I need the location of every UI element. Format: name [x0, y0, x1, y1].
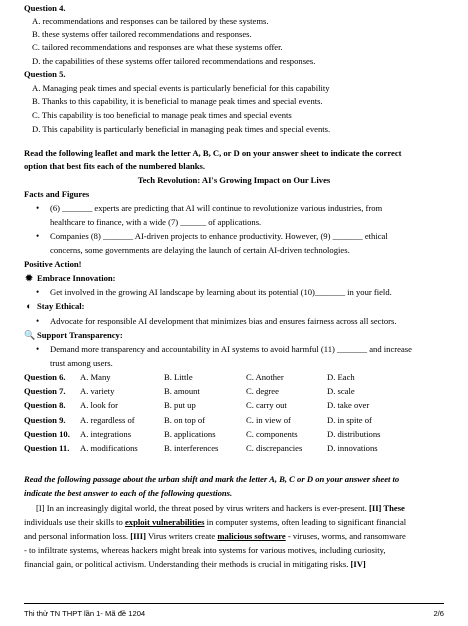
positive-action-heading: Positive Action! [24, 259, 82, 269]
passage-instruction-line-1: Read the following passage about the urban shift and mark the letter A, B, C or D on your answer sheet to [24, 474, 400, 484]
answer-option-b: B. interferences [164, 443, 219, 453]
answer-option-d: D. Each [327, 372, 355, 382]
answer-option-b: B. Little [164, 372, 193, 382]
half-circle-icon: ◐ [26, 301, 32, 311]
answer-option-c: C. in view of [246, 414, 291, 425]
answer-option-b: B. applications [164, 428, 216, 439]
answer-question-label: Question 11. [24, 443, 70, 453]
passage-line-1: [I] In an increasingly digital world, the threat posed by virus writers and hackers is ever-present. [36, 503, 367, 513]
q5-option-a: A. Managing peak times and special events is particularly beneficial for this capability [32, 83, 330, 93]
leaflet-instruction-line-2: option that best fits each of the numbered blanks. [24, 161, 206, 171]
passage-line-3c: - viruses, worms, and ransomware [285, 531, 406, 541]
answer-question-label: Question 7. [24, 386, 66, 397]
leaflet-instruction-line-1: Read the following leaflet and mark the letter A, B, C, or D on your answer sheet to indicate the correct [24, 148, 402, 158]
answer-option-c: C. components [246, 428, 298, 439]
passage-line-3b: Virus writers create [145, 531, 218, 541]
bullet-icon: • [36, 203, 40, 213]
q4-option-b: B. these systems offer tailored recommendations and responses. [32, 29, 252, 39]
answer-option-b: B. amount [164, 386, 200, 397]
answer-question-label: Question 8. [24, 400, 66, 411]
marker-iv: [IV] [350, 559, 366, 569]
bullet-icon: • [36, 316, 40, 326]
passage-instruction-line-2: indicate the best answer to each of the following questions. [24, 488, 233, 498]
ethical-heading: Stay Ethical: [37, 301, 85, 311]
q5-option-b: B. Thanks to this capability, it is beneficial to manage peak times and special events. [32, 96, 323, 106]
fact-2-line-2: concerns, some governments are delaying the launch of certain AI-driven technologies. [50, 245, 350, 255]
answer-question-label: Question 10. [24, 428, 70, 439]
answer-option-a: A. regardless of [80, 414, 135, 425]
exploit-vulnerabilities: exploit vulnerabilities [124, 517, 205, 527]
bullet-icon: • [36, 287, 40, 297]
q4-option-d: D. the capabilities of these systems offer tailored recommendations and responses. [32, 56, 316, 66]
page-footer [24, 603, 444, 619]
answer-option-d: D. take over [327, 400, 370, 411]
q5-option-d: D. This capability is particularly beneficial in managing peak times and special events. [32, 124, 331, 134]
answer-question-label: Question 9. [24, 414, 66, 425]
footer-exam-code: Thi thử TN THPT lần 1- Mã đề 1204 [24, 609, 146, 618]
q5-option-c: C. This capability is too beneficial to manage peak times and special events [32, 110, 292, 120]
passage-line-4: - to infiltrate systems, whereas hackers might break into systems for various motives, including curiosity, [24, 545, 386, 555]
answer-option-b: B. put up [164, 400, 196, 411]
embrace-text: Get involved in the growing AI landscape by learning about its potential (10)_______ in your field. [50, 287, 392, 297]
magnifier-icon: 🔍 [24, 330, 36, 340]
answer-option-d: D. innovations [327, 443, 378, 453]
answer-option-c: C. Another [246, 372, 284, 382]
passage-line-2a: individuals use their skills to [24, 517, 125, 527]
answer-option-c: C. degree [246, 386, 279, 397]
marker-iii: [III] [130, 531, 146, 541]
sun-icon: ✹ [25, 273, 33, 283]
bullet-icon: • [36, 344, 40, 354]
q4-option-c: C. tailored recommendations and responses are what these systems offer. [32, 42, 283, 52]
leaflet-title: Tech Revolution: AI's Growing Impact on Our Lives [137, 175, 331, 185]
fact-2-line-1: Companies (8) _______ AI-driven projects to enhance productivity. However, (9) _______ ethical [50, 231, 388, 241]
answer-option-a: A. Many [80, 372, 111, 382]
facts-heading: Facts and Figures [24, 189, 90, 199]
support-line-1: Demand more transparency and accountability in AI systems to avoid harmful (11) _______ and increase [50, 344, 412, 354]
answer-option-a: A. look for [80, 400, 118, 411]
passage-line-3a: and personal information loss. [24, 531, 131, 541]
answer-option-d: D. in spite of [327, 414, 372, 425]
support-heading: Support Transparency: [37, 330, 123, 340]
marker-ii: [II] These [368, 503, 405, 513]
ethical-text: Advocate for responsible AI development that minimizes bias and ensures fairness across all sectors. [50, 316, 397, 326]
answer-option-b: B. on top of [164, 414, 206, 425]
malicious-software: malicious software [217, 531, 286, 541]
answer-option-c: C. carry out [246, 400, 287, 411]
answer-option-a: A. integrations [80, 428, 132, 439]
support-line-2: trust among users. [50, 358, 113, 368]
passage-line-2b: in computer systems, often leading to significant financial [204, 517, 407, 527]
question-5-title: Question 5. [24, 69, 66, 79]
passage-line-5a: financial gain, or political activism. Understanding their methods is crucial in mitigating risks. [24, 559, 351, 569]
question-4-title: Question 4. [24, 3, 66, 13]
fact-1-line-2: healthcare to finance, with a wide (7) ______ of applications. [50, 217, 262, 227]
answer-option-d: D. scale [327, 386, 355, 397]
answer-option-d: D. distributions [327, 428, 381, 439]
answer-option-c: C. discrepancies [246, 443, 303, 453]
fact-1-line-1: (6) _______ experts are predicting that AI will continue to revolutionize various industries, from [50, 203, 383, 213]
q4-option-a: A. recommendations and responses can be tailored by these systems. [32, 16, 269, 26]
page-number: 2/6 [433, 609, 444, 618]
answer-option-a: A. variety [80, 386, 115, 397]
answer-option-a: A. modifications [80, 443, 138, 453]
bullet-icon: • [36, 231, 40, 241]
embrace-heading: Embrace Innovation: [37, 273, 116, 283]
answer-question-label: Question 6. [24, 372, 66, 382]
